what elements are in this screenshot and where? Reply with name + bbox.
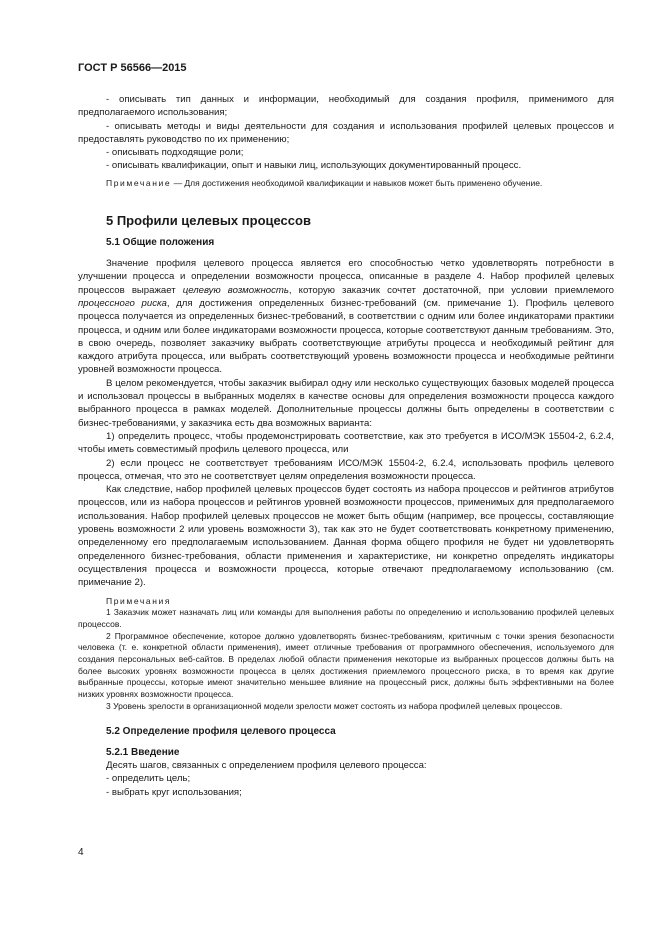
notes-label: Примечания [106,595,172,606]
italic-term: процессного риска [78,297,167,309]
note-text: — Для достижения необходимой квалификации и навыков может быть применено обучение. [171,177,543,188]
page-number: 4 [78,847,84,858]
text-run: , для достижения определенных бизнес-требований (см. примечание 1). Профиль целевого процесса получается из определенных бизнес-требований, в соответствии с одним или более индикаторами практики процесса, и одним или более индикаторами возможности процесса, которые соответствуют данным требованиям. Это, в свою очередь, позволяет заказчику выбрать соответствующие атрибуты процесса и необходимый рейтинг для каждого атрибута процесса, или выбрать соответствующий уровень возможности процесса и необходимые рейтинги уровней возможности процесса. [78,297,614,376]
section-heading-5-1: 5.1 Общие положения [106,236,215,248]
list-item: - описывать тип данных и информации, необходимый для создания профиля, применимого для предполагаемого использования; [78,94,614,119]
list-item: - описывать методы и виды деятельности для создания и использования профилей целевых процессов и предоставлять руководство по их применению; [78,120,614,145]
paragraph: В целом рекомендуется, чтобы заказчик выбирал одну или несколько существующих базовых моделей процесса и использовал процессы в выбранных моделях в качестве основы для определения возможности процесса каждого выбранного процесса в рамках моделей. Дополнительные процессы должны быть определены в соответствии с бизнес-требованиями, у заказчика есть два возможных варианта: [78,377,614,429]
section-heading-5-2: 5.2 Определение профиля целевого процесса [106,725,336,737]
paragraph: Как следствие, набор профилей целевых процессов будет состоять из набора процессов и рейтингов атрибутов процессов, или из набора процессов и рейтингов уровней возможности процессов, применимых для предполагаемого использования. Набор профилей целевых процессов не может быть общим (например, все процессы, составляющие уровень возможности 2 или уровень возможности 3), так как это не будет соответствовать конкретному применению, определенному его предполагаемым использованием. Данная форма общего профиля не будет ни удовлетворять определенного бизнес-требования, области применения и характеристике, ни конкретно определять индикаторы осуществления процесса и возможности процесса, которые отвечают предполагаемому использованию (см. примечание 2). [78,484,614,589]
paragraph: 1) определить процесс, чтобы продемонстрировать соответствие, как это требуется в ИСО/МЭК 15504-2, 6.2.4, чтобы иметь совместимый профиль целевого процесса, или [78,430,614,456]
list-item: - описывать квалификации, опыт и навыки лиц, использующих документированный процесс. [106,160,522,172]
list-item: - определить цель; [106,773,191,785]
page-body [78,93,614,799]
section-heading-5: 5 Профили целевых процессов [106,213,311,229]
note-item: 1 Заказчик может назначать лиц или команды для выполнения работы по определению и использованию профилей целевых процессов. [78,607,614,629]
text-run: Значение профиля целевого процесса является его способностью четко удовлетворять потребности в улучшении процесса и определении возможности процесса, описанные в разделе 4. Набор профилей целевых процессов выражает [78,258,614,296]
paragraph-target-capability [78,257,614,377]
list-item: - выбрать круг использования; [106,786,242,798]
list-item: - описывать подходящие роли; [106,147,244,159]
section-heading-5-2-1: 5.2.1 Введение [106,746,180,758]
note-paragraph [78,178,614,190]
text-run: , которую заказчик сочтет достаточной, при условии приемлемого [288,284,614,296]
note-item: 3 Уровень зрелости в организационной модели зрелости может состоять из набора профилей целевых процессов. [106,700,563,711]
italic-term: целевую возможность [182,284,289,296]
paragraph: Десять шагов, связанных с определением профиля целевого процесса: [106,760,427,772]
standard-header: ГОСТ Р 56566—2015 [78,62,187,74]
paragraph: 2) если процесс не соответствует требованиям ИСО/МЭК 15504-2, 6.2.4, использовать профиль целевого процесса, отмечая, что это не соответствует целям определения возможности процесса. [78,457,614,482]
note-item: 2 Программное обеспечение, которое должно удовлетворять бизнес-требованиям, критичным с точки зрения безопасности человека (т. е. конкретной области применения), имеет отличные требования от программного обеспечения, используемого для создания персональных веб-сайтов. В пределах любой области применения некоторые из выбранных процессов должны быть на более высоких уровнях возможности процесса в целях достижения приемлемого процессного риска, в то время как другие выбранные процессы, которые имеют значительно меньшее влияние на процессный риск, должны быть эффективными на более низких уровнях возможности процесса. [78,630,614,700]
note-label: Примечание [106,177,172,188]
